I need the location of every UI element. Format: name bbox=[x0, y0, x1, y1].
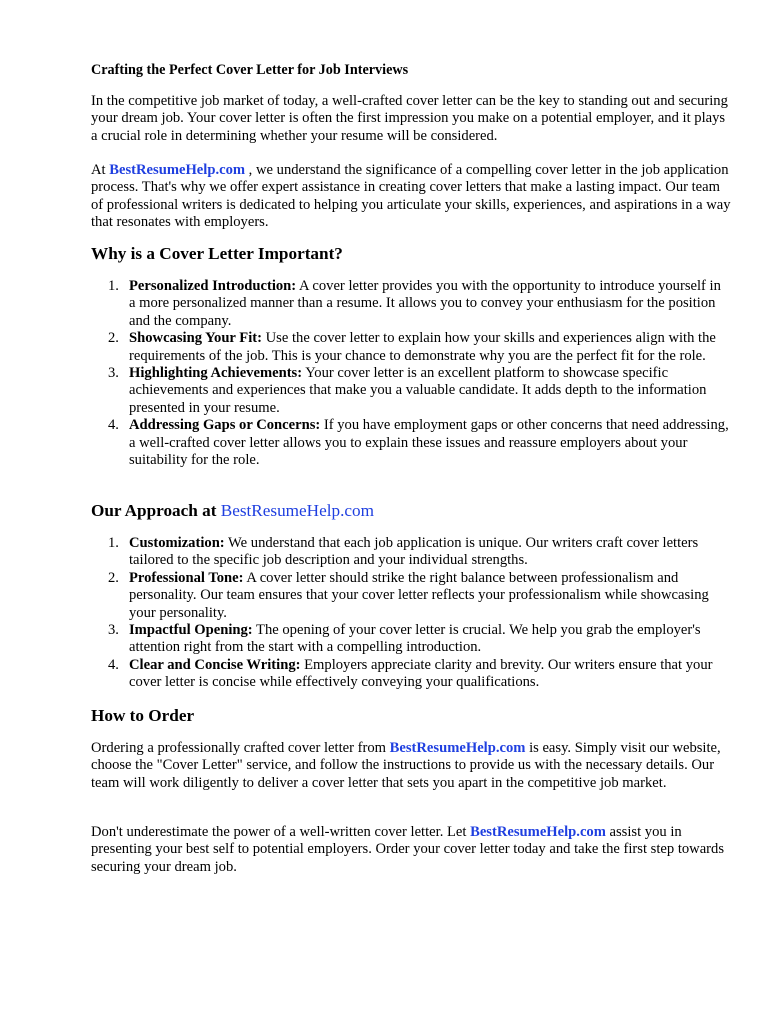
list-number: 4. bbox=[108, 417, 119, 434]
list-item bbox=[91, 278, 731, 330]
bestresumehelp-link[interactable]: BestResumeHelp.com bbox=[470, 824, 606, 840]
list-term: Personalized Introduction: bbox=[129, 278, 297, 294]
list-text: If you have employment gaps or other concerns that need addressing, a well-crafted cover letter allows you to explain these issues and reassure employers about your suitability for the role. bbox=[129, 417, 729, 469]
list-term: Clear and Concise Writing: bbox=[129, 656, 301, 673]
list-text: A cover letter provides you with the opportunity to introduce yourself in a more personalized manner than a resume. It allows you to convey your enthusiasm for the position and the company. bbox=[129, 278, 721, 329]
why-list bbox=[91, 278, 731, 469]
list-number: 2. bbox=[108, 330, 119, 347]
list-text: The opening of your cover letter is crucial. We help you grab the employer's attention right from the start with a compelling introduction. bbox=[129, 622, 701, 656]
list-number: 1. bbox=[108, 535, 119, 551]
list-number: 3. bbox=[108, 622, 119, 639]
order-text: is easy. Simply visit our website, choose the "Cover Letter" service, and follow the instructions to provide us with the necessary details. Our team will work diligently to deliver a cover letter that sets you apart in the competitive job market. bbox=[91, 740, 721, 791]
list-text: A cover letter should strike the right balance between professionalism and personality. Our team ensures that your cover letter reflects your professionalism while showcasing your personality. bbox=[129, 569, 709, 621]
list-item bbox=[91, 365, 731, 417]
list-text: We understand that each job application is unique. Our writers craft cover letters tailored to the specific job description and your individual strengths. bbox=[129, 535, 699, 569]
list-number: 4. bbox=[108, 656, 119, 673]
list-term: Professional Tone: bbox=[129, 569, 244, 586]
list-term: Showcasing Your Fit: bbox=[129, 330, 262, 347]
approach-list bbox=[91, 535, 731, 692]
list-item bbox=[91, 535, 731, 570]
why-heading: Why is a Cover Letter Important? bbox=[91, 244, 343, 263]
approach-heading-prefix: Our Approach at bbox=[91, 501, 221, 520]
list-item bbox=[91, 330, 731, 365]
bestresumehelp-link[interactable]: BestResumeHelp.com bbox=[220, 501, 374, 520]
approach-heading bbox=[91, 500, 374, 522]
list-term: Impactful Opening: bbox=[129, 622, 253, 639]
list-term: Highlighting Achievements: bbox=[129, 365, 303, 382]
how-to-order-heading: How to Order bbox=[91, 706, 195, 725]
list-term: Customization: bbox=[129, 535, 225, 551]
about-paragraph bbox=[91, 162, 731, 232]
list-number: 1. bbox=[108, 278, 119, 294]
closing-text: assist you in presenting your best self to potential employers. Order your cover letter today and take the first step towards securing your dream job. bbox=[91, 824, 725, 875]
list-item bbox=[91, 417, 731, 469]
list-number: 3. bbox=[108, 365, 119, 382]
bestresumehelp-link[interactable]: BestResumeHelp.com bbox=[389, 740, 526, 756]
document-title: Crafting the Perfect Cover Letter for Job Interviews bbox=[91, 62, 409, 78]
list-text: Use the cover letter to explain how your skills and experiences align with the requirements of the job. This is your chance to demonstrate why you are the perfect fit for the role. bbox=[129, 330, 716, 364]
about-prefix: At bbox=[91, 162, 110, 178]
order-paragraph bbox=[91, 740, 731, 792]
list-text: Employers appreciate clarity and brevity. Our writers ensure that your cover letter is concise while effectively conveying your qualifications. bbox=[129, 656, 713, 691]
order-prefix: Ordering a professionally crafted cover letter from bbox=[91, 740, 390, 756]
closing-prefix: Don't underestimate the power of a well-written cover letter. Let bbox=[91, 824, 471, 840]
list-item bbox=[91, 622, 731, 657]
bestresumehelp-link[interactable]: BestResumeHelp.com bbox=[109, 162, 246, 178]
list-term: Addressing Gaps or Concerns: bbox=[129, 417, 321, 434]
list-item bbox=[91, 570, 731, 622]
intro-paragraph: In the competitive job market of today, a well-crafted cover letter can be the key to standing out and securing your dream job. Your cover letter is often the first impression you make on a potential employer, and it plays a crucial role in determining whether your resume will be considered. bbox=[91, 93, 728, 144]
list-text: Your cover letter is an excellent platform to showcase specific achievements and experiences that make you a valuable candidate. It adds depth to the information presented in your resume. bbox=[129, 365, 707, 416]
list-item bbox=[91, 657, 731, 692]
list-number: 2. bbox=[108, 569, 119, 586]
about-text: , we understand the significance of a compelling cover letter in the job application process. That's why we offer expert assistance in creating cover letters that make a lasting impact. Our team of professional writers is dedicated to helping you articulate your skills, experiences, and aspirations in a way that resonates with employers. bbox=[91, 162, 731, 231]
closing-paragraph bbox=[91, 824, 731, 876]
